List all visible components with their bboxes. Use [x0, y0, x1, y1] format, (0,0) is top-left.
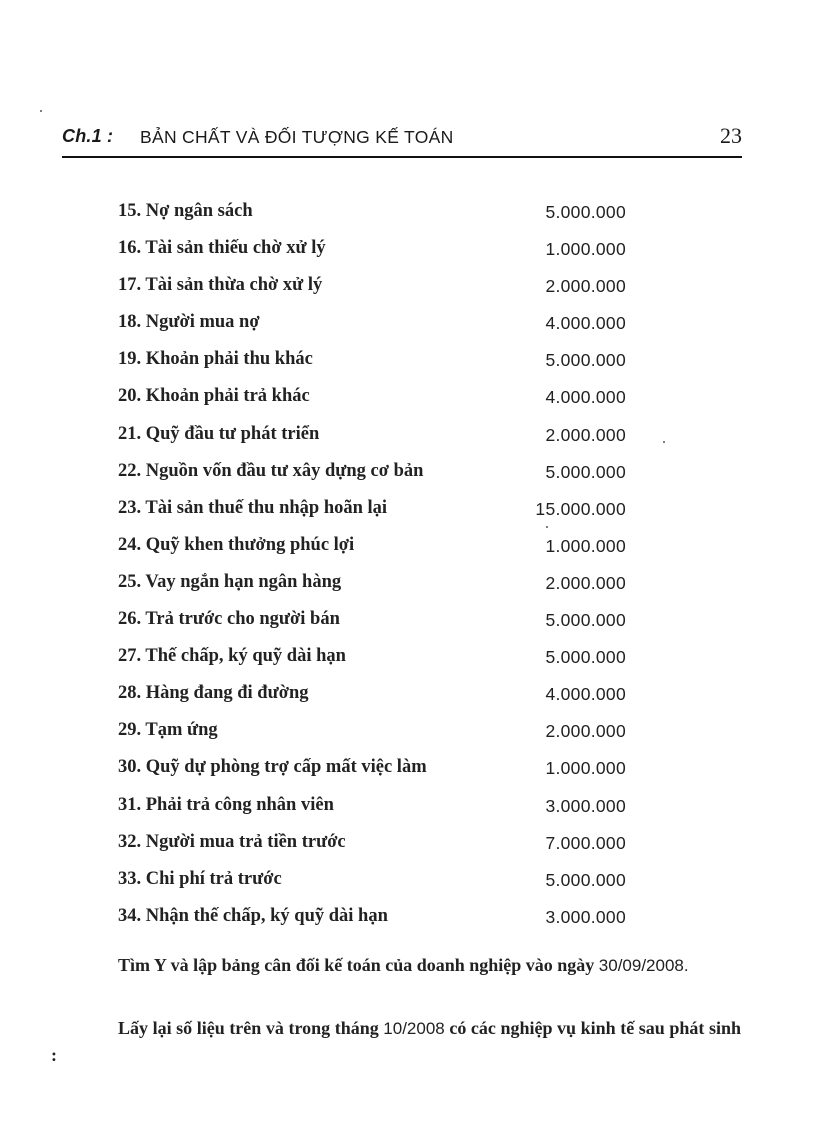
list-item: [118, 234, 638, 271]
item-label: 29. Tạm ứng: [118, 720, 218, 741]
item-value: 4.000.000: [545, 684, 626, 705]
paragraph-intro: [51, 1015, 741, 1068]
list-item: [118, 642, 638, 679]
page-header: [62, 118, 742, 158]
chapter-label: Ch.1 :: [62, 126, 114, 146]
scan-speck: [40, 110, 42, 112]
list-item: [118, 420, 638, 457]
item-value: 5.000.000: [545, 461, 626, 482]
scan-speck: [546, 526, 548, 528]
item-value: 5.000.000: [545, 869, 626, 890]
item-value: 3.000.000: [545, 795, 626, 816]
paragraph-task: [51, 952, 741, 979]
item-label: 33. Chi phí trả trước: [118, 868, 282, 889]
item-label: 25. Vay ngắn hạn ngân hàng: [118, 571, 342, 592]
item-label: 21. Quỹ đầu tư phát triển: [118, 423, 320, 444]
scan-speck: [663, 441, 665, 443]
paragraph-text: Lấy lại số liệu trên và trong tháng: [118, 1018, 384, 1038]
list-item: [118, 902, 638, 939]
item-value: 1.000.000: [545, 239, 626, 260]
item-value: 4.000.000: [545, 387, 626, 408]
item-value: 2.000.000: [545, 424, 626, 445]
item-label: 18. Người mua nợ: [118, 312, 260, 333]
list-item: [118, 308, 638, 345]
account-list: [118, 197, 638, 939]
item-value: 5.000.000: [545, 647, 626, 668]
item-label: 32. Người mua trả tiền trước: [118, 831, 346, 852]
item-label: 26. Trả trước cho người bán: [118, 609, 340, 630]
paragraph-date: 30/09/2008.: [598, 956, 689, 975]
item-value: 7.000.000: [545, 832, 626, 853]
item-value: 15.000.000: [535, 498, 626, 519]
item-label: 31. Phải trả công nhân viên: [118, 794, 334, 815]
list-item: [118, 271, 638, 308]
list-item: [118, 197, 638, 234]
list-item: [118, 494, 638, 531]
item-label: 24. Quỹ khen thưởng phúc lợi: [118, 534, 355, 555]
paragraph-month: 10/2008: [383, 1019, 445, 1038]
item-label: 15. Nợ ngân sách: [118, 201, 253, 221]
item-label: 34. Nhận thế chấp, ký quỹ dài hạn: [118, 905, 388, 926]
item-value: 5.000.000: [545, 202, 626, 222]
item-label: 28. Hàng đang đi đường: [118, 683, 309, 704]
list-item: [118, 791, 638, 828]
list-item: [118, 345, 638, 382]
item-label: 27. Thế chấp, ký quỹ dài hạn: [118, 646, 346, 667]
item-label: 23. Tài sản thuế thu nhập hoãn lại: [118, 497, 388, 518]
list-item: [118, 865, 638, 902]
item-value: 1.000.000: [545, 758, 626, 779]
item-label: 30. Quỹ dự phòng trợ cấp mất việc làm: [118, 757, 427, 778]
item-label: 16. Tài sản thiếu chờ xử lý: [118, 238, 326, 259]
chapter-title: BẢN CHẤT VÀ ĐỐI TƯỢNG KẾ TOÁN: [140, 127, 454, 147]
item-value: 4.000.000: [545, 313, 626, 334]
item-label: 20. Khoản phải trả khác: [118, 386, 310, 407]
item-value: 2.000.000: [545, 572, 626, 593]
list-item: [118, 605, 638, 642]
item-label: 22. Nguồn vốn đầu tư xây dựng cơ bản: [118, 460, 424, 481]
page-number: 23: [720, 123, 742, 148]
item-value: 2.000.000: [545, 276, 626, 297]
item-label: 19. Khoản phải thu khác: [118, 349, 313, 370]
list-item: [118, 828, 638, 865]
list-item: [118, 753, 638, 790]
list-item: [118, 457, 638, 494]
item-value: 5.000.000: [545, 610, 626, 631]
paragraph-text: Tìm Y và lập bảng cân đối kế toán của doanh nghiệp vào ngày: [118, 955, 599, 975]
list-item: [118, 716, 638, 753]
item-value: 3.000.000: [545, 906, 626, 927]
list-item: [118, 382, 638, 419]
item-value: 1.000.000: [545, 535, 626, 556]
item-value: 2.000.000: [545, 721, 626, 742]
item-label: 17. Tài sản thừa chờ xử lý: [118, 275, 323, 296]
paragraph-text: có các nghiệp vụ kinh tế sau phát sinh :: [51, 1018, 742, 1065]
list-item: [118, 679, 638, 716]
list-item: [118, 568, 638, 605]
item-value: 5.000.000: [545, 350, 626, 371]
list-item: [118, 531, 638, 568]
